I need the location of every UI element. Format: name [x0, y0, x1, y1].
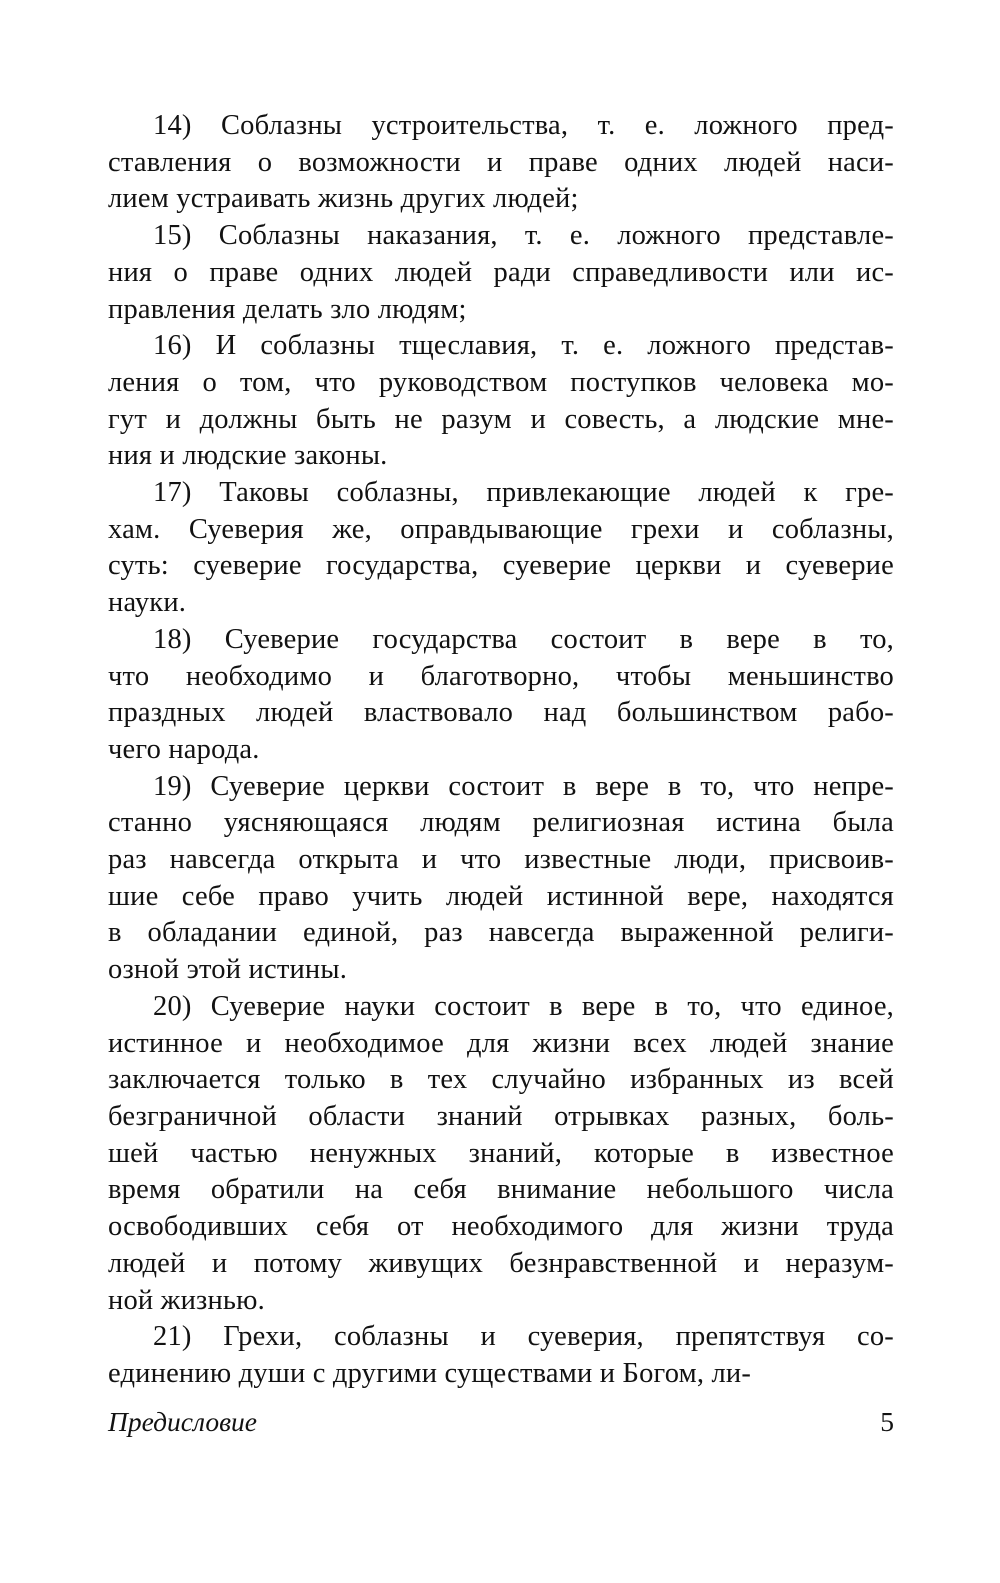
text-line: людей и потому живущих безнравственной и неразум- — [108, 1247, 894, 1279]
text-line: станно уясняющаяся людям религиозная истина была — [108, 807, 894, 839]
text-line: 17) Таковы соблазны, привлекающие людей к гре- — [153, 477, 894, 509]
text-line: шие себе право учить людей истинной вере, находятся — [108, 880, 894, 912]
paragraph — [108, 1319, 894, 1392]
text-line: лием устраивать жизнь других людей; — [108, 183, 579, 215]
text-line: шей частью ненужных знаний, которые в известное — [108, 1137, 894, 1169]
text-line: 19) Суеверие церкви состоит в вере в то, что непре- — [153, 770, 894, 802]
text-line: 14) Соблазны устроительства, т. е. ложного пред- — [153, 110, 894, 141]
text-line: науки. — [108, 587, 187, 619]
page-footer — [108, 1404, 894, 1440]
paragraph — [108, 989, 894, 1319]
paragraph — [108, 475, 894, 622]
text-line: заключается только в тех случайно избранных из всей — [108, 1064, 894, 1096]
text-line: истинное и необходимое для жизни всех людей знание — [108, 1027, 894, 1059]
paragraph — [108, 108, 894, 218]
running-title: Предисловие — [108, 1406, 257, 1437]
text-line: ставления о возможности и праве одних людей наси- — [108, 146, 894, 178]
text-line: правления делать зло людям; — [108, 293, 467, 325]
text-line: единению души с другими существами и Богом, ли- — [108, 1357, 752, 1389]
text-line: ления о том, что руководством поступков человека мо- — [108, 366, 894, 398]
text-line: озной этой истины. — [108, 954, 348, 986]
text-line: что необходимо и благотворно, чтобы меньшинство — [108, 660, 894, 692]
text-line: 20) Суеверие науки состоит в вере в то, что единое, — [153, 990, 894, 1022]
text-line: ния и людские законы. — [108, 440, 388, 472]
paragraph — [108, 218, 894, 328]
text-line: безграничной области знаний отрывках разных, боль- — [108, 1100, 894, 1132]
text-line: время обратили на себя внимание небольшого числа — [108, 1174, 894, 1206]
paragraph — [108, 769, 894, 989]
text-line: 16) И соблазны тщеславия, т. е. ложного представ- — [153, 330, 894, 362]
text-line: суть: суеверие государства, суеверие церкви и суеверие — [108, 550, 894, 582]
page-number: 5 — [880, 1406, 894, 1437]
text-line: 21) Грехи, соблазны и суеверия, препятствуя со- — [153, 1321, 894, 1353]
paragraph — [108, 328, 894, 475]
text-line: 18) Суеверие государства состоит в вере в то, — [153, 623, 894, 655]
paragraph — [108, 622, 894, 769]
text-line: раз навсегда открыта и что известные люди, присвоив- — [108, 844, 894, 876]
text-line: хам. Суеверия же, оправдывающие грехи и соблазны, — [108, 513, 894, 545]
text-line: освободивших себя от необходимого для жизни труда — [108, 1211, 894, 1243]
text-line: в обладании единой, раз навсегда выраженной религи- — [108, 917, 894, 949]
text-line: ной жизнью. — [108, 1284, 265, 1316]
text-line: ния о праве одних людей ради справедливости или ис- — [108, 256, 894, 288]
text-line: гут и должны быть не разум и совесть, а людские мне- — [108, 403, 894, 435]
text-line: 15) Соблазны наказания, т. е. ложного представле- — [153, 220, 894, 252]
text-line: чего народа. — [108, 733, 260, 765]
text-line: праздных людей властвовало над большинством рабо- — [108, 697, 894, 729]
page-body — [108, 108, 894, 1393]
